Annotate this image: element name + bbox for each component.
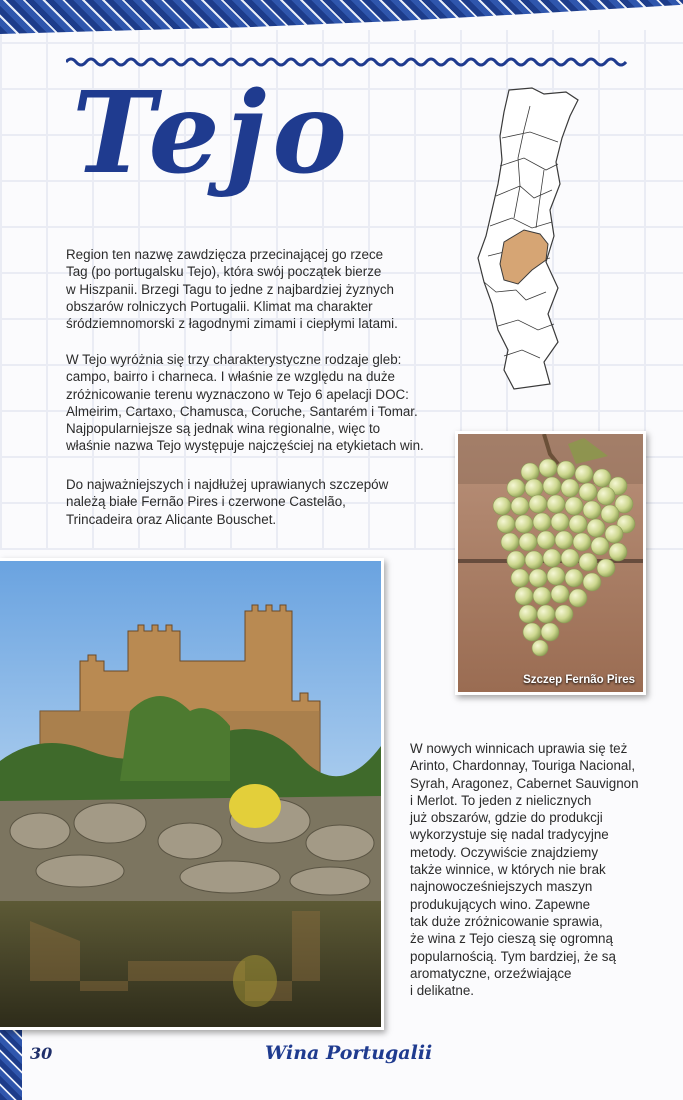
- grapes-paragraph: Do najważniejszych i najdłużej uprawianych szczepów należą białe Fernão Pires i czerwone Castelão, Trincadeira oraz Alicante Bouschet.: [66, 477, 389, 527]
- page-number: 30: [30, 1044, 53, 1063]
- portugal-region-map: [474, 86, 584, 391]
- new-vineyards-paragraph: W nowych winnicach uprawia się też Arinto, Chardonnay, Touriga Nacional, Syrah, Aragonez, Cabernet Sauvignon i Merlot. To jeden z nielicznych już obszarów, gdzie do produkcji wykorzystuje się nadal tradycyjne metody. Oczywiście znajdziemy także winnice, w których nie brak najnowocześniejszych maszyn produkujących wino. Zapewne tak duże zróżnicowanie sprawia, że wina z Tejo cieszą się ogromną popularnością. Tym bardziej, że są aromatyczne, orzeźwiające i delikatne.: [410, 741, 639, 999]
- grape-photo-caption: Szczep Fernão Pires: [523, 674, 635, 686]
- azulejo-corner-border: [0, 1020, 22, 1100]
- castle-photo: [0, 558, 384, 1030]
- grape-photo: [455, 431, 646, 695]
- castle-illustration: [0, 561, 381, 1027]
- book-title: Wina Portugalii: [265, 1042, 433, 1064]
- page-title: Tejo: [72, 68, 353, 199]
- azulejo-top-border: [0, 0, 683, 34]
- intro-paragraph: Region ten nazwę zawdzięcza przecinającej go rzece Tag (po portugalsku Tejo), która swój początek bierze w Hiszpanii. Brzegi Tagu to jedne z najbardziej żyznych obszarów rolniczych Portugalii. Klimat ma charakter śródziemnomorski z łagodnymi zimami i ciepłymi latami.: [66, 247, 398, 332]
- soils-paragraph: W Tejo wyróżnia się trzy charakterystyczne rodzaje gleb: campo, bairro i charneca. I właśnie ze względu na duże zróżnicowanie terenu wyznaczono w Tejo 6 apelacji DOC: Almeirim, Cartaxo, Chamusca, Coruche, Santarém i Tomar. Najpopularniejsze są jednak wina regionalne, więc to właśnie nazwa Tejo występuje najczęściej na etykietach win.: [66, 352, 424, 454]
- wavy-divider: [66, 55, 632, 69]
- grape-illustration: [458, 434, 643, 692]
